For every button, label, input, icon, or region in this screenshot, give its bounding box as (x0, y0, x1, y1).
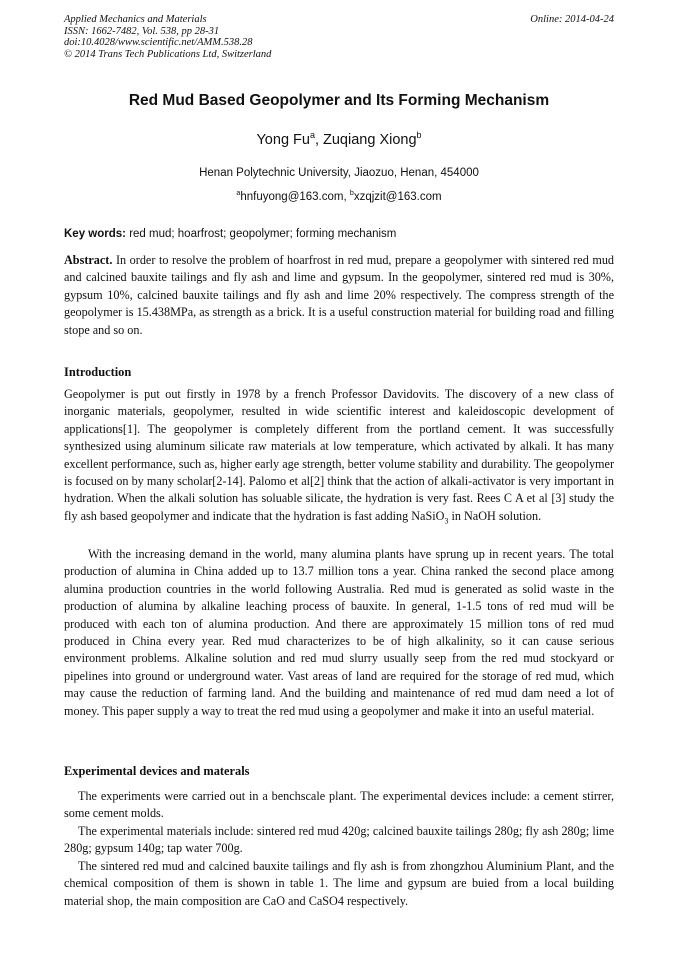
paragraph-text: Geopolymer is put out firstly in 1978 by a french Professor Davidovits. The discovery of a new class of inorganic materials, geopolymer, resulted in wide scientific interest and kaleidoscopic development of applications[1]. The geopolymer is completely different from the portland cement. It was successfully synthesized using aluminum silicate raw materials at low temperature, which activated by alkali. It has many excellent performance, such as, higher early age strength, better volume stability and durability. The geopolymer is focused on by many scholar[2-14]. Palomo et al[2] think that the action of alkali-activator is very important in hydration. When the alkali solution has soluable silicate, the hydration is very fast. Rees C A et al [3] study the fly ash based geopolymer and indicate that the hydration is fast adding NaSiO (64, 387, 614, 523)
abstract (64, 252, 614, 339)
author-affiliation-mark: b (416, 130, 422, 141)
email-mark: b (349, 189, 354, 198)
paragraph (64, 386, 614, 525)
paragraph: The sintered red mud and calcined bauxite tailings and fly ash is from zhongzhou Aluminium Plant, and the chemical composition of them is shown in table 1. The lime and gypsum are buied from a local building material shop, the main composition are CaO and CaSO4 respectively. (64, 859, 614, 908)
author-list (0, 132, 678, 148)
keywords-text: red mud; hoarfrost; geopolymer; forming mechanism (129, 228, 397, 240)
author-separator: , (314, 132, 324, 148)
journal-header (64, 14, 271, 60)
paragraph-text: in NaOH solution. (448, 508, 542, 523)
email-mark: a (236, 189, 241, 198)
keywords (64, 228, 614, 240)
email-separator: , (343, 191, 350, 203)
journal-issn: ISSN: 1662-7482, Vol. 538, pp 28-31 (64, 25, 220, 37)
author-emails (0, 191, 678, 203)
email-address: hnfuyong@163.com (240, 191, 344, 203)
section-heading-introduction: Introduction (64, 365, 132, 379)
paragraph: The experimental materials include: sintered red mud 420g; calcined bauxite tailings 280g; fly ash 280g; lime 280g; gypsum 140g; tap water 700g. (64, 824, 614, 856)
keywords-label: Key words: (64, 228, 126, 240)
email-address: xzqjzit@163.com (353, 191, 442, 203)
abstract-label: Abstract. (64, 253, 113, 267)
author-name: Zuqiang Xiong (323, 132, 417, 148)
section-heading-experimental: Experimental devices and materals (64, 764, 250, 778)
online-date: Online: 2014-04-24 (530, 14, 614, 25)
journal-doi: doi:10.4028/www.scientific.net/AMM.538.28 (64, 37, 253, 49)
subscript: 3 (444, 516, 449, 526)
affiliation: Henan Polytechnic University, Jiaozuo, Henan, 454000 (199, 167, 479, 179)
journal-name: Applied Mechanics and Materials (64, 14, 207, 25)
author-affiliation-mark: a (309, 130, 315, 141)
paragraph: The experiments were carried out in a benchscale plant. The experimental devices include: a cement stirrer, some cement molds. (64, 789, 614, 821)
journal-copyright: © 2014 Trans Tech Publications Ltd, Switzerland (64, 48, 272, 60)
paragraph: With the increasing demand in the world, many alumina plants have sprung up in recent years. The total production of alumina in China added up to 13.7 million tons a year. China ranked the second place among alumina production countries in the world following Australia. Red mud is generated as solid waste in the production of alumina by alkaline leaching process of bauxite. In general, 1-1.5 tons of red mud will be produced with each ton of alumina production. And there are approximately 15 million tons of red mud produced in China every year. Red mud characterizes to be of high alkalinity, so it can cause serious environment problems. Alkaline solution and red mud slurry usually seep from the red mud stockyard or pipelines into ground or underground water. Vast areas of land are required for the storage of red mud, which may cause the reduction of farming land. And the building and maintenance of red mud dam need a lot of money. This paper supply a way to treat the red mud using a geopolymer and make it into an useful material. (64, 547, 614, 718)
paper-title: Red Mud Based Geopolymer and Its Forming Mechanism (128, 92, 550, 109)
abstract-text: In order to resolve the problem of hoarfrost in red mud, prepare a geopolymer with sintered red mud and calcined bauxite tailings and fly ash and lime and gypsum. In the geopolymer, sintered red mud is 30%, gypsum 10%, calcined bauxite tailings and fly ash and lime 20% respectively. The compress strength of the geopolymer is 15.438MPa, as strength as a brick. It is a useful construction material for building road and filling stope and so on. (64, 253, 615, 337)
author-name: Yong Fu (256, 132, 310, 148)
